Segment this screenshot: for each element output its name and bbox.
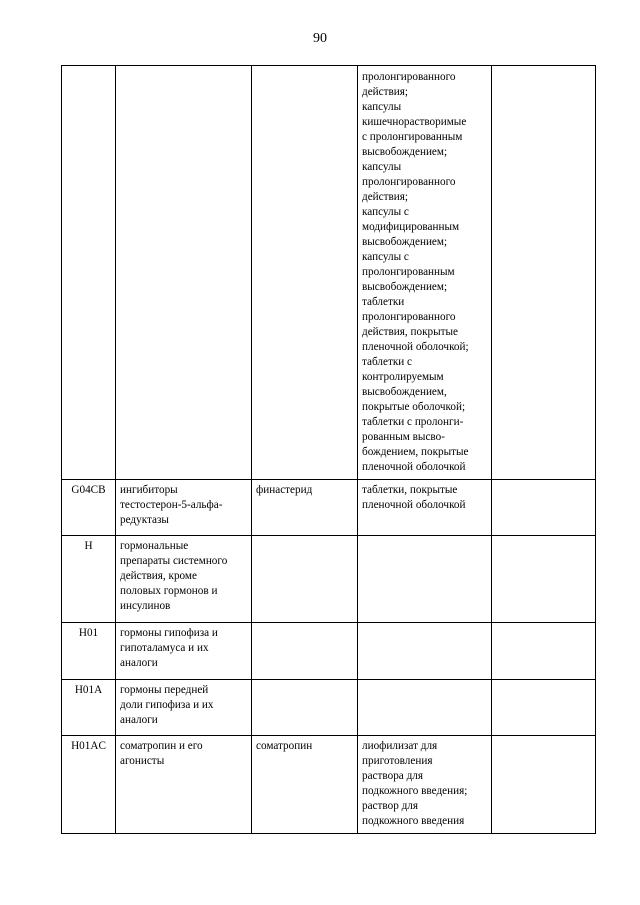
extra-cell (492, 736, 596, 834)
substance-cell: соматропин (252, 736, 358, 834)
table-row (62, 536, 596, 623)
extra-cell (492, 623, 596, 680)
dosage-form-cell (358, 680, 492, 736)
group-cell: гормоны передней доли гипофиза и их аналоги (116, 680, 252, 736)
extra-cell (492, 480, 596, 536)
atc-code-cell: H01AC (62, 736, 116, 834)
table-row (62, 680, 596, 736)
dosage-form-cell: таблетки, покрытые пленочной оболочкой (358, 480, 492, 536)
atc-code-cell: H01A (62, 680, 116, 736)
drug-table (61, 65, 596, 834)
group-cell: гормональные препараты системного действия, кроме половых гормонов и инсулинов (116, 536, 252, 623)
extra-cell (492, 66, 596, 480)
table-row (62, 736, 596, 834)
substance-cell (252, 66, 358, 480)
extra-cell (492, 536, 596, 623)
atc-code-cell: G04CB (62, 480, 116, 536)
substance-cell (252, 680, 358, 736)
substance-cell: финастерид (252, 480, 358, 536)
page-number: 90 (313, 31, 327, 46)
extra-cell (492, 680, 596, 736)
table-row (62, 480, 596, 536)
dosage-form-cell: пролонгированного действия; капсулы кишечнорастворимые с пролонгированным высвобождением; капсулы пролонгированного действия; капсулы с модифицированным высвобождением; капсулы с пролонгированным высвобождением; таблетки пролонгированного действия, покрытые пленочной оболочкой; таблетки с контролируемым высвобождением, покрытые оболочкой; таблетки с пролонги- рованным высво- бождением, покрытые пленочной оболочкой (358, 66, 492, 480)
dosage-form-cell (358, 623, 492, 680)
atc-code-cell (62, 66, 116, 480)
dosage-form-cell: лиофилизат для приготовления раствора для подкожного введения; раствор для подкожного введения (358, 736, 492, 834)
group-cell: соматропин и его агонисты (116, 736, 252, 834)
table-row (62, 623, 596, 680)
atc-code-cell: H (62, 536, 116, 623)
group-cell: гормоны гипофиза и гипоталамуса и их аналоги (116, 623, 252, 680)
atc-code-cell: H01 (62, 623, 116, 680)
group-cell (116, 66, 252, 480)
group-cell: ингибиторы тестостерон-5-альфа- редуктазы (116, 480, 252, 536)
dosage-form-cell (358, 536, 492, 623)
table-row (62, 66, 596, 480)
substance-cell (252, 623, 358, 680)
substance-cell (252, 536, 358, 623)
